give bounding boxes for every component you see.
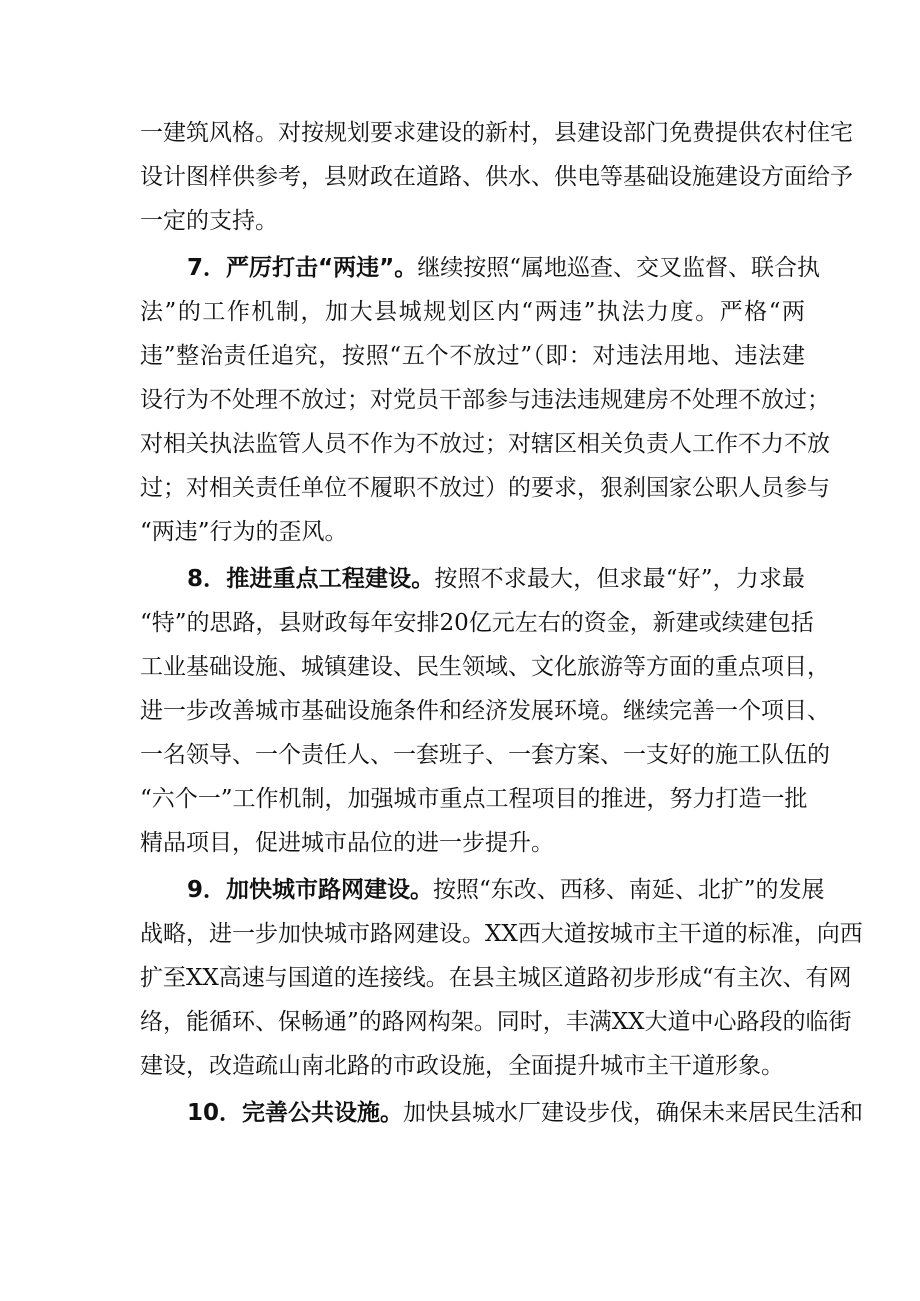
body-text-line: 进一步改善城市基础设施条件和经济发展环境。继续完善一个项目、 <box>140 698 830 724</box>
body-text-line: 过；对相关责任单位不履职不放过）的要求，狠刹国家公职人员参与 <box>140 475 830 501</box>
body-text-line: 络，能循环、保畅通”的路网构架。同时，丰满XX大道中心路段的临街 <box>140 1009 852 1035</box>
section-heading: 9．加快城市路网建设。 <box>187 877 434 903</box>
body-text-line: 设计图样供参考，县财政在道路、供水、供电等基础设施建设方面给予 <box>140 164 853 190</box>
paragraph-first-line <box>187 563 805 595</box>
body-text: 按照不求最大，但求最“好”，力求最 <box>434 566 805 592</box>
body-text-line: “六个一”工作机制，加强城市重点工程项目的推进，努力打造一批 <box>140 786 808 812</box>
body-text-line: “特”的思路，县财政每年安排20亿元左右的资金，新建或续建包括 <box>140 610 814 636</box>
body-text: 继续按照“属地巡查、交叉监督、联合执 <box>417 255 821 281</box>
paragraph-first-line <box>187 874 825 906</box>
body-text-line: 违”整治责任追究，按照“五个不放过”（即：对违法用地、违法建 <box>140 343 805 369</box>
body-text-line: 建设，改造疏山南北路的市政设施，全面提升城市主干道形象。 <box>140 1053 784 1079</box>
body-text-line: 扩至XX高速与国道的连接线。在县主城区道路初步形成“有主次、有网 <box>140 965 852 991</box>
body-text-line: 一定的支持。 <box>140 208 278 234</box>
body-text-line: 设行为不处理不放过；对党员干部参与违法违规建房不处理不放过； <box>140 387 830 413</box>
body-text-line: 一建筑风格。对按规划要求建设的新村，县建设部门免费提供农村住宅 <box>140 120 853 146</box>
body-text-line: 精品项目，促进城市品位的进一步提升。 <box>140 830 554 856</box>
section-heading: 10．完善公共设施。 <box>187 1100 404 1126</box>
paragraph-first-line <box>187 252 821 284</box>
paragraph-first-line <box>187 1097 864 1129</box>
body-text-line: “两违”行为的歪风。 <box>140 519 348 545</box>
body-text-line: 对相关执法监管人员不作为不放过；对辖区相关负责人工作不力不放 <box>140 431 830 457</box>
body-text-line: 法”的工作机制，加大县城规划区内“两违”执法力度。严格“两 <box>140 299 805 325</box>
body-text-line: 一名领导、一个责任人、一套班子、一套方案、一支好的施工队伍的 <box>140 742 830 768</box>
body-text-line: 战略，进一步加快城市路网建设。XX西大道按城市主干道的标准，向西 <box>140 921 863 947</box>
body-text-line: 工业基础设施、城镇建设、民生领域、文化旅游等方面的重点项目， <box>140 654 830 680</box>
section-heading: 8．推进重点工程建设。 <box>187 566 435 592</box>
section-heading: 7．严厉打击“两违”。 <box>187 255 418 281</box>
body-text: 按照“东改、西移、南延、北扩”的发展 <box>433 877 825 903</box>
body-text: 加快县城水厂建设步伐，确保未来居民生活和 <box>403 1100 864 1126</box>
